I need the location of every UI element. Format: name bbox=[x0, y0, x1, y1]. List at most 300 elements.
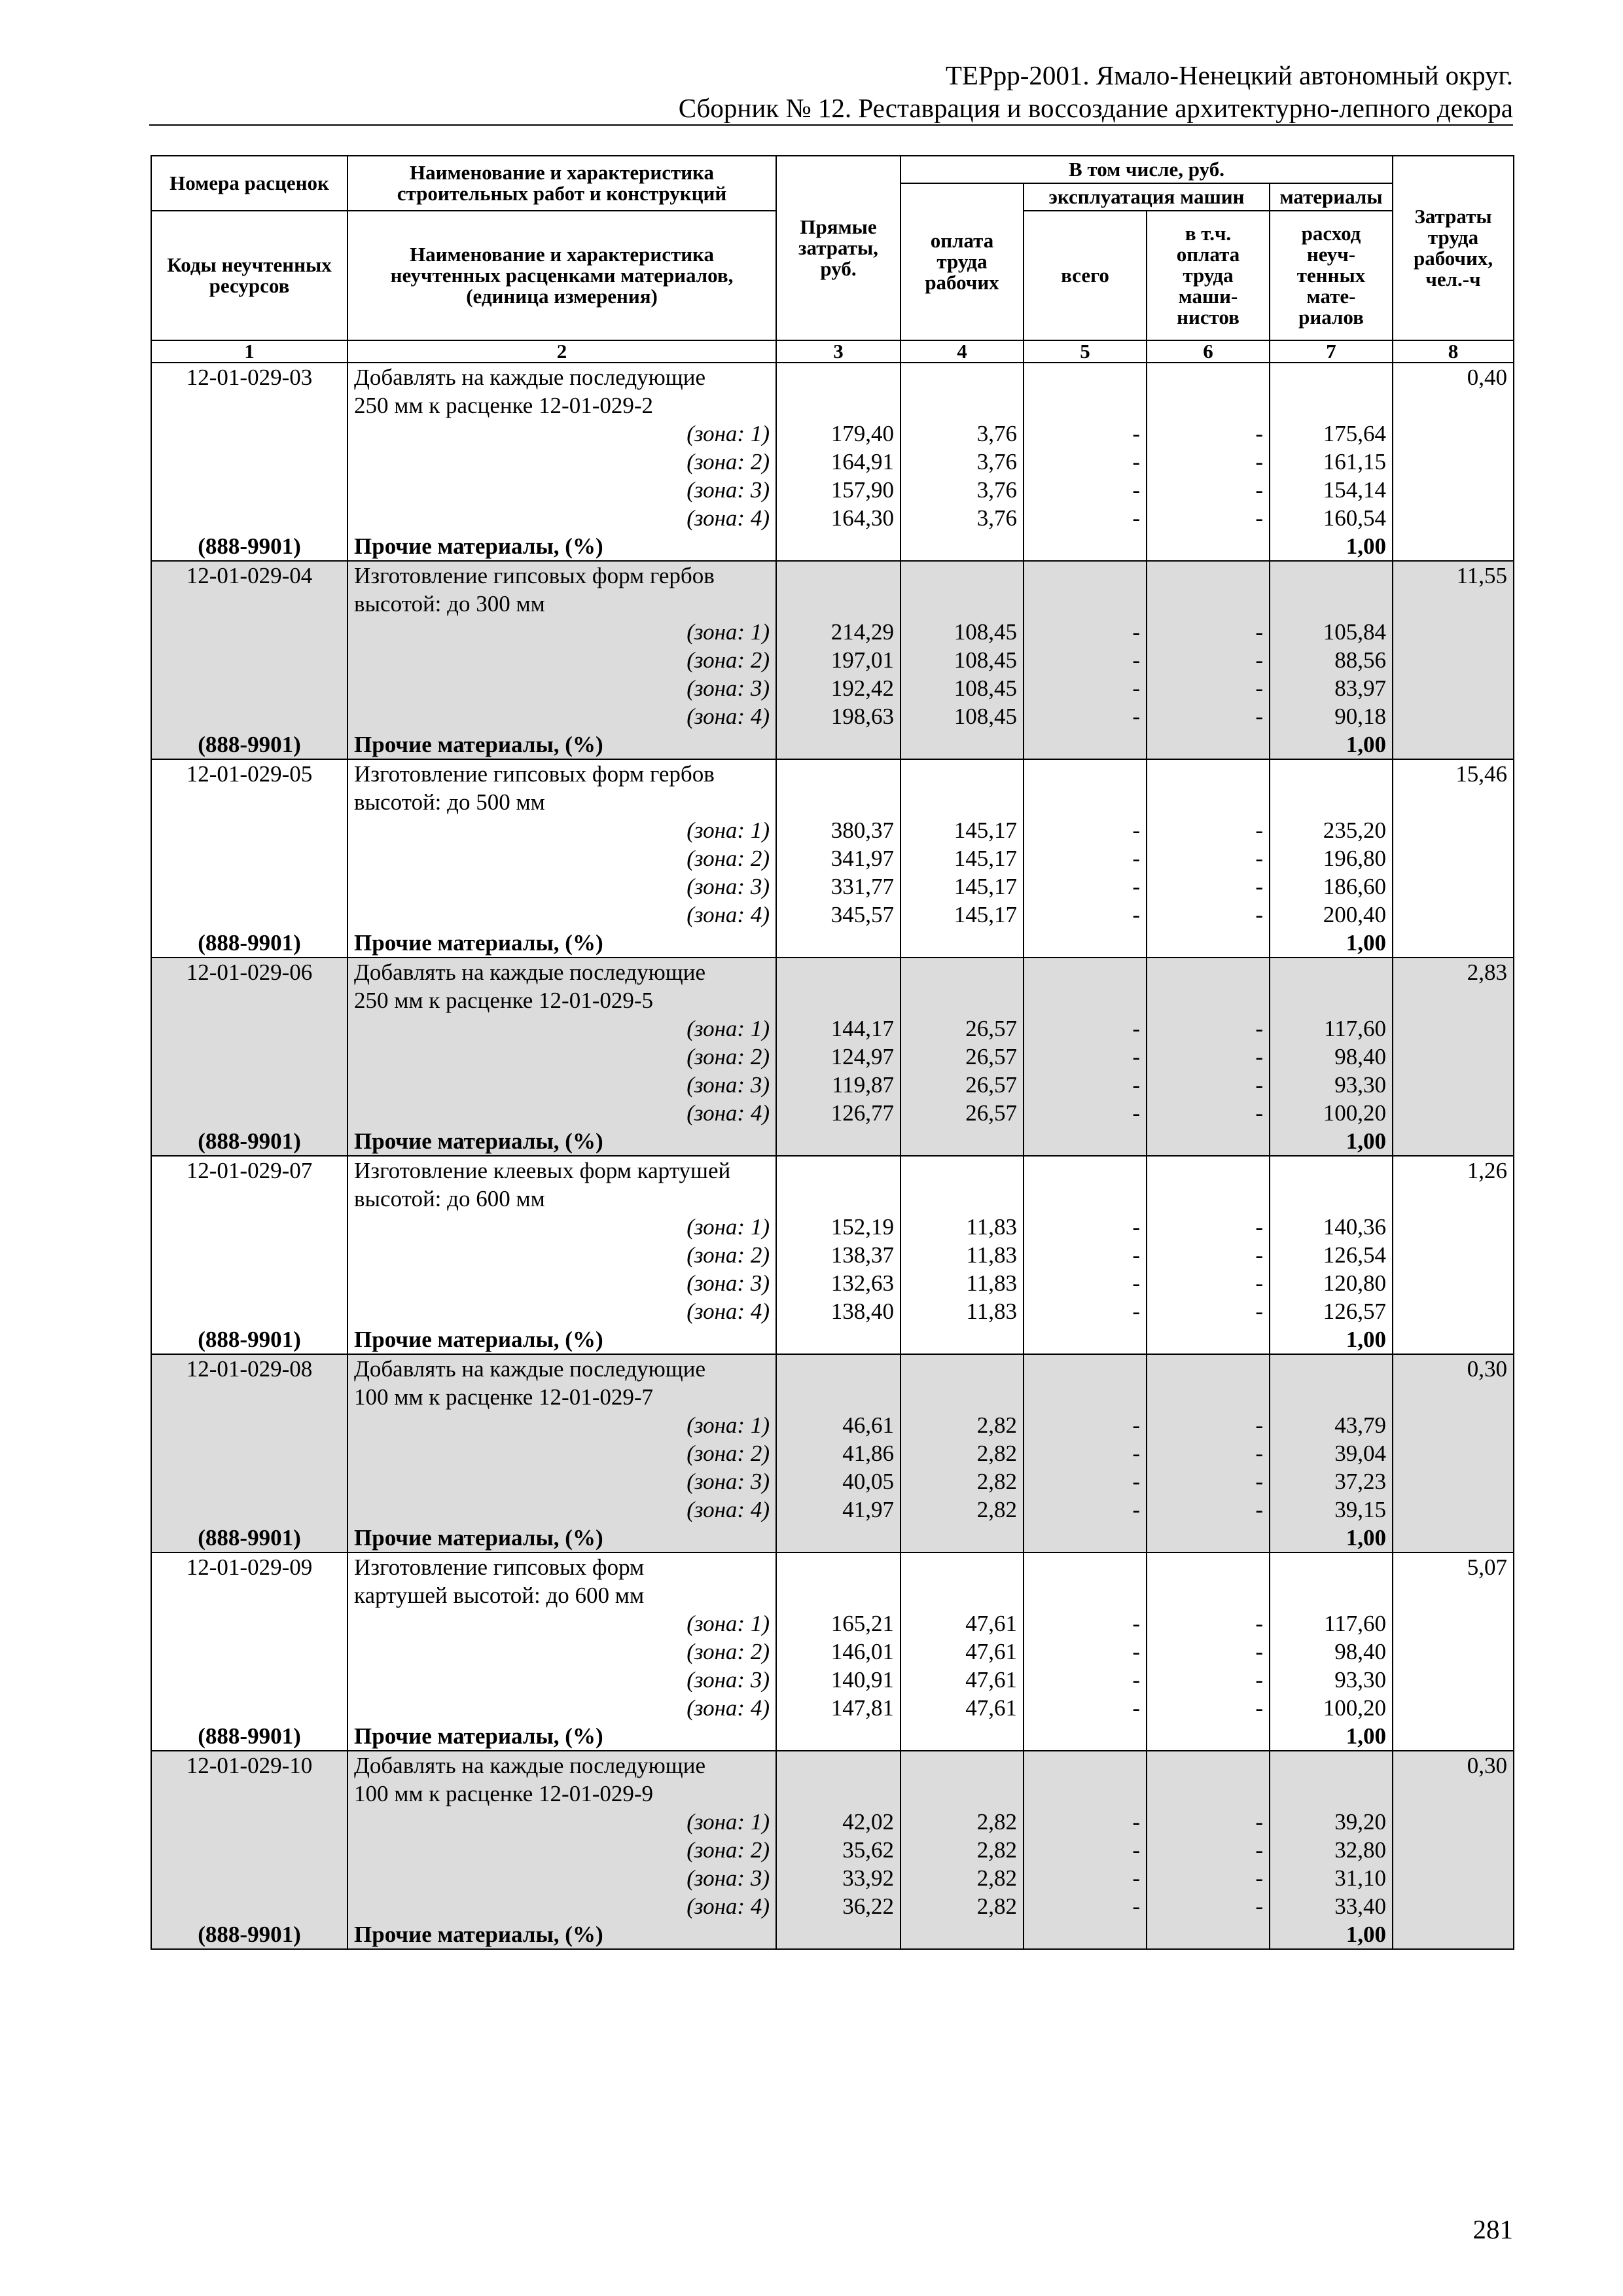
empty-cell bbox=[1024, 958, 1147, 986]
direct-cost: 214,29 bbox=[776, 618, 901, 646]
machine-total: - bbox=[1024, 618, 1147, 646]
machinist-pay: - bbox=[1147, 1241, 1270, 1269]
zone-label: (зона: 3) bbox=[348, 1269, 776, 1297]
empty-cell bbox=[1393, 420, 1514, 448]
table-body bbox=[151, 363, 1514, 1949]
zone-row bbox=[151, 476, 1514, 504]
empty-cell bbox=[901, 391, 1024, 420]
empty-cell bbox=[1147, 759, 1270, 788]
machinist-pay: - bbox=[1147, 1043, 1270, 1071]
header-works-name: Наименование и характеристика строительных работ и конструкций bbox=[348, 156, 776, 211]
direct-cost: 179,40 bbox=[776, 420, 901, 448]
worker-pay: 3,76 bbox=[901, 504, 1024, 532]
empty-cell bbox=[151, 1581, 348, 1609]
direct-cost: 164,30 bbox=[776, 504, 901, 532]
resource-value: 1,00 bbox=[1270, 1920, 1393, 1949]
empty-cell bbox=[1024, 1383, 1147, 1411]
materials-cost: 98,40 bbox=[1270, 1043, 1393, 1071]
empty-cell bbox=[1147, 363, 1270, 391]
empty-cell bbox=[1393, 391, 1514, 420]
empty-cell bbox=[151, 1496, 348, 1524]
machine-total: - bbox=[1024, 901, 1147, 929]
empty-cell bbox=[1393, 448, 1514, 476]
resource-row bbox=[151, 730, 1514, 759]
resource-name: Прочие материалы, (%) bbox=[348, 1524, 776, 1552]
empty-cell bbox=[776, 590, 901, 618]
materials-cost: 161,15 bbox=[1270, 448, 1393, 476]
labor-cost: 15,46 bbox=[1393, 759, 1514, 788]
table-header bbox=[151, 156, 1514, 363]
column-numbers-row bbox=[151, 340, 1514, 363]
machine-total: - bbox=[1024, 1213, 1147, 1241]
direct-cost: 147,81 bbox=[776, 1694, 901, 1722]
resource-row bbox=[151, 1920, 1514, 1949]
empty-cell bbox=[1147, 590, 1270, 618]
rate-row bbox=[151, 759, 1514, 788]
zone-label: (зона: 3) bbox=[348, 476, 776, 504]
empty-cell bbox=[1393, 1920, 1514, 1949]
zone-label: (зона: 2) bbox=[348, 448, 776, 476]
empty-cell bbox=[1393, 590, 1514, 618]
empty-cell bbox=[776, 730, 901, 759]
empty-cell bbox=[901, 986, 1024, 1014]
resource-name: Прочие материалы, (%) bbox=[348, 929, 776, 958]
machine-total: - bbox=[1024, 1808, 1147, 1836]
zone-label: (зона: 4) bbox=[348, 1496, 776, 1524]
worker-pay: 108,45 bbox=[901, 618, 1024, 646]
empty-cell bbox=[1393, 504, 1514, 532]
direct-cost: 152,19 bbox=[776, 1213, 901, 1241]
zone-row bbox=[151, 1297, 1514, 1325]
empty-cell bbox=[1024, 759, 1147, 788]
empty-cell bbox=[1147, 1354, 1270, 1383]
header-machine-total: всего bbox=[1024, 211, 1147, 340]
empty-cell bbox=[151, 1467, 348, 1496]
empty-cell bbox=[1393, 844, 1514, 872]
rate-name-line: высотой: до 500 мм bbox=[348, 788, 776, 816]
empty-cell bbox=[151, 420, 348, 448]
resource-name: Прочие материалы, (%) bbox=[348, 1325, 776, 1354]
page-header bbox=[149, 59, 1513, 124]
machinist-pay: - bbox=[1147, 1099, 1270, 1127]
direct-cost: 341,97 bbox=[776, 844, 901, 872]
empty-cell bbox=[1393, 1581, 1514, 1609]
empty-cell bbox=[901, 1127, 1024, 1156]
machinist-pay: - bbox=[1147, 844, 1270, 872]
machine-total: - bbox=[1024, 646, 1147, 674]
empty-cell bbox=[776, 1751, 901, 1780]
empty-cell bbox=[1024, 1325, 1147, 1354]
machine-total: - bbox=[1024, 844, 1147, 872]
zone-row bbox=[151, 1609, 1514, 1638]
rate-row bbox=[151, 363, 1514, 391]
empty-cell bbox=[1393, 901, 1514, 929]
empty-cell bbox=[151, 646, 348, 674]
resource-value: 1,00 bbox=[1270, 1325, 1393, 1354]
empty-cell bbox=[776, 929, 901, 958]
rate-name-row bbox=[151, 1185, 1514, 1213]
empty-cell bbox=[776, 1780, 901, 1808]
worker-pay: 2,82 bbox=[901, 1467, 1024, 1496]
empty-cell bbox=[151, 986, 348, 1014]
empty-cell bbox=[901, 1354, 1024, 1383]
empty-cell bbox=[151, 872, 348, 901]
empty-cell bbox=[1270, 391, 1393, 420]
machinist-pay: - bbox=[1147, 816, 1270, 844]
rate-name-line: Добавлять на каждые последующие bbox=[348, 1751, 776, 1780]
empty-cell bbox=[1147, 730, 1270, 759]
empty-cell bbox=[1147, 1552, 1270, 1581]
materials-cost: 117,60 bbox=[1270, 1014, 1393, 1043]
zone-label: (зона: 2) bbox=[348, 1836, 776, 1864]
rate-name-line: Добавлять на каждые последующие bbox=[348, 958, 776, 986]
worker-pay: 108,45 bbox=[901, 646, 1024, 674]
zone-label: (зона: 4) bbox=[348, 1694, 776, 1722]
materials-cost: 126,57 bbox=[1270, 1297, 1393, 1325]
empty-cell bbox=[1270, 1156, 1393, 1185]
zone-label: (зона: 3) bbox=[348, 872, 776, 901]
empty-cell bbox=[1393, 1524, 1514, 1552]
resource-value: 1,00 bbox=[1270, 532, 1393, 561]
materials-cost: 37,23 bbox=[1270, 1467, 1393, 1496]
direct-cost: 124,97 bbox=[776, 1043, 901, 1071]
materials-cost: 200,40 bbox=[1270, 901, 1393, 929]
empty-cell bbox=[151, 1241, 348, 1269]
worker-pay: 11,83 bbox=[901, 1241, 1024, 1269]
zone-label: (зона: 2) bbox=[348, 844, 776, 872]
rate-name-line: Изготовление клеевых форм картушей bbox=[348, 1156, 776, 1185]
rate-name-line: высотой: до 600 мм bbox=[348, 1185, 776, 1213]
direct-cost: 35,62 bbox=[776, 1836, 901, 1864]
empty-cell bbox=[1393, 1269, 1514, 1297]
empty-cell bbox=[1147, 1524, 1270, 1552]
empty-cell bbox=[901, 759, 1024, 788]
zone-label: (зона: 3) bbox=[348, 1467, 776, 1496]
empty-cell bbox=[901, 1185, 1024, 1213]
worker-pay: 47,61 bbox=[901, 1638, 1024, 1666]
empty-cell bbox=[776, 532, 901, 561]
rate-name-line: картушей высотой: до 600 мм bbox=[348, 1581, 776, 1609]
empty-cell bbox=[1393, 1071, 1514, 1099]
empty-cell bbox=[1393, 1297, 1514, 1325]
zone-row bbox=[151, 1467, 1514, 1496]
direct-cost: 380,37 bbox=[776, 816, 901, 844]
zone-label: (зона: 1) bbox=[348, 1213, 776, 1241]
empty-cell bbox=[1393, 730, 1514, 759]
zone-label: (зона: 3) bbox=[348, 1071, 776, 1099]
machine-total: - bbox=[1024, 1496, 1147, 1524]
empty-cell bbox=[776, 1383, 901, 1411]
materials-cost: 105,84 bbox=[1270, 618, 1393, 646]
empty-cell bbox=[1024, 1780, 1147, 1808]
empty-cell bbox=[776, 1185, 901, 1213]
empty-cell bbox=[776, 1581, 901, 1609]
empty-cell bbox=[1393, 532, 1514, 561]
header-rates-numbers: Номера расценок bbox=[151, 156, 348, 211]
worker-pay: 3,76 bbox=[901, 420, 1024, 448]
empty-cell bbox=[901, 958, 1024, 986]
machinist-pay: - bbox=[1147, 1666, 1270, 1694]
materials-cost: 93,30 bbox=[1270, 1666, 1393, 1694]
direct-cost: 132,63 bbox=[776, 1269, 901, 1297]
header-materials-name: Наименование и характеристика неучтенных расценками материалов, (единица измерения) bbox=[348, 211, 776, 340]
resource-name: Прочие материалы, (%) bbox=[348, 1127, 776, 1156]
header-machine-operation: эксплуатация машин bbox=[1024, 183, 1270, 211]
empty-cell bbox=[776, 1354, 901, 1383]
empty-cell bbox=[1147, 958, 1270, 986]
empty-cell bbox=[1393, 872, 1514, 901]
direct-cost: 198,63 bbox=[776, 702, 901, 730]
zone-label: (зона: 2) bbox=[348, 1439, 776, 1467]
worker-pay: 3,76 bbox=[901, 448, 1024, 476]
rate-name-line: 100 мм к расценке 12-01-029-7 bbox=[348, 1383, 776, 1411]
rate-code: 12-01-029-03 bbox=[151, 363, 348, 391]
empty-cell bbox=[1024, 1920, 1147, 1949]
worker-pay: 11,83 bbox=[901, 1269, 1024, 1297]
empty-cell bbox=[776, 788, 901, 816]
empty-cell bbox=[776, 1325, 901, 1354]
direct-cost: 164,91 bbox=[776, 448, 901, 476]
machinist-pay: - bbox=[1147, 1411, 1270, 1439]
rate-name-row bbox=[151, 391, 1514, 420]
empty-cell bbox=[1024, 1127, 1147, 1156]
labor-cost: 2,83 bbox=[1393, 958, 1514, 986]
empty-cell bbox=[901, 1780, 1024, 1808]
direct-cost: 42,02 bbox=[776, 1808, 901, 1836]
zone-row bbox=[151, 618, 1514, 646]
empty-cell bbox=[776, 391, 901, 420]
empty-cell bbox=[1393, 1780, 1514, 1808]
zone-label: (зона: 2) bbox=[348, 1043, 776, 1071]
machine-total: - bbox=[1024, 1638, 1147, 1666]
zone-label: (зона: 4) bbox=[348, 504, 776, 532]
zone-label: (зона: 1) bbox=[348, 1808, 776, 1836]
rate-code: 12-01-029-10 bbox=[151, 1751, 348, 1780]
empty-cell bbox=[1393, 702, 1514, 730]
empty-cell bbox=[1024, 929, 1147, 958]
empty-cell bbox=[151, 618, 348, 646]
empty-cell bbox=[1147, 1751, 1270, 1780]
materials-cost: 154,14 bbox=[1270, 476, 1393, 504]
empty-cell bbox=[1393, 1383, 1514, 1411]
empty-cell bbox=[151, 1297, 348, 1325]
empty-cell bbox=[1270, 788, 1393, 816]
empty-cell bbox=[1270, 1552, 1393, 1581]
header-including: В том числе, руб. bbox=[901, 156, 1393, 183]
rate-name-line: Добавлять на каждые последующие bbox=[348, 363, 776, 391]
direct-cost: 157,90 bbox=[776, 476, 901, 504]
empty-cell bbox=[901, 1751, 1024, 1780]
empty-cell bbox=[151, 1638, 348, 1666]
empty-cell bbox=[776, 363, 901, 391]
materials-cost: 39,04 bbox=[1270, 1439, 1393, 1467]
resource-name: Прочие материалы, (%) bbox=[348, 1920, 776, 1949]
resource-value: 1,00 bbox=[1270, 1127, 1393, 1156]
empty-cell bbox=[1393, 1864, 1514, 1892]
column-number: 5 bbox=[1024, 340, 1147, 363]
machinist-pay: - bbox=[1147, 1638, 1270, 1666]
empty-cell bbox=[1147, 986, 1270, 1014]
header-machinist-pay: в т.ч. оплата труда маши- нистов bbox=[1147, 211, 1270, 340]
resource-code: (888-9901) bbox=[151, 1325, 348, 1354]
empty-cell bbox=[1270, 1185, 1393, 1213]
empty-cell bbox=[1270, 1581, 1393, 1609]
header-resource-codes: Коды неучтенных ресурсов bbox=[151, 211, 348, 340]
resource-name: Прочие материалы, (%) bbox=[348, 1722, 776, 1751]
column-number: 1 bbox=[151, 340, 348, 363]
rate-name-row bbox=[151, 1581, 1514, 1609]
zone-row bbox=[151, 1666, 1514, 1694]
empty-cell bbox=[901, 590, 1024, 618]
labor-cost: 11,55 bbox=[1393, 561, 1514, 590]
rates-table bbox=[151, 155, 1514, 1950]
zone-label: (зона: 3) bbox=[348, 1666, 776, 1694]
resource-value: 1,00 bbox=[1270, 730, 1393, 759]
machinist-pay: - bbox=[1147, 1467, 1270, 1496]
worker-pay: 26,57 bbox=[901, 1014, 1024, 1043]
worker-pay: 2,82 bbox=[901, 1808, 1024, 1836]
rate-row bbox=[151, 561, 1514, 590]
zone-row bbox=[151, 1439, 1514, 1467]
empty-cell bbox=[1393, 1014, 1514, 1043]
empty-cell bbox=[776, 1524, 901, 1552]
column-number: 4 bbox=[901, 340, 1024, 363]
rate-code: 12-01-029-04 bbox=[151, 561, 348, 590]
empty-cell bbox=[1024, 590, 1147, 618]
materials-cost: 196,80 bbox=[1270, 844, 1393, 872]
worker-pay: 26,57 bbox=[901, 1099, 1024, 1127]
zone-row bbox=[151, 1638, 1514, 1666]
zone-row bbox=[151, 1864, 1514, 1892]
empty-cell bbox=[1393, 1496, 1514, 1524]
machine-total: - bbox=[1024, 1439, 1147, 1467]
materials-cost: 186,60 bbox=[1270, 872, 1393, 901]
column-number: 2 bbox=[348, 340, 776, 363]
empty-cell bbox=[901, 1920, 1024, 1949]
empty-cell bbox=[1024, 363, 1147, 391]
rate-name-row bbox=[151, 788, 1514, 816]
zone-label: (зона: 1) bbox=[348, 1014, 776, 1043]
empty-cell bbox=[151, 504, 348, 532]
empty-cell bbox=[1147, 1185, 1270, 1213]
zone-row bbox=[151, 1043, 1514, 1071]
worker-pay: 3,76 bbox=[901, 476, 1024, 504]
materials-cost: 93,30 bbox=[1270, 1071, 1393, 1099]
resource-code: (888-9901) bbox=[151, 532, 348, 561]
empty-cell bbox=[1024, 1581, 1147, 1609]
machine-total: - bbox=[1024, 674, 1147, 702]
empty-cell bbox=[1024, 1156, 1147, 1185]
empty-cell bbox=[776, 1552, 901, 1581]
empty-cell bbox=[1393, 1043, 1514, 1071]
machine-total: - bbox=[1024, 1241, 1147, 1269]
empty-cell bbox=[1393, 1325, 1514, 1354]
direct-cost: 197,01 bbox=[776, 646, 901, 674]
empty-cell bbox=[1147, 929, 1270, 958]
rate-code: 12-01-029-05 bbox=[151, 759, 348, 788]
empty-cell bbox=[151, 1014, 348, 1043]
machinist-pay: - bbox=[1147, 1496, 1270, 1524]
empty-cell bbox=[901, 1325, 1024, 1354]
worker-pay: 26,57 bbox=[901, 1043, 1024, 1071]
zone-row bbox=[151, 1014, 1514, 1043]
page-number: 281 bbox=[1472, 2214, 1513, 2244]
machinist-pay: - bbox=[1147, 1808, 1270, 1836]
empty-cell bbox=[1393, 1241, 1514, 1269]
empty-cell bbox=[1147, 1920, 1270, 1949]
empty-cell bbox=[1024, 1552, 1147, 1581]
empty-cell bbox=[151, 1043, 348, 1071]
machine-total: - bbox=[1024, 504, 1147, 532]
worker-pay: 26,57 bbox=[901, 1071, 1024, 1099]
resource-value: 1,00 bbox=[1270, 929, 1393, 958]
resource-row bbox=[151, 1325, 1514, 1354]
zone-row bbox=[151, 816, 1514, 844]
machine-total: - bbox=[1024, 872, 1147, 901]
machine-total: - bbox=[1024, 816, 1147, 844]
empty-cell bbox=[1024, 730, 1147, 759]
zone-label: (зона: 2) bbox=[348, 646, 776, 674]
zone-row bbox=[151, 844, 1514, 872]
header-rule bbox=[149, 124, 1513, 126]
worker-pay: 2,82 bbox=[901, 1892, 1024, 1920]
machine-total: - bbox=[1024, 1014, 1147, 1043]
rate-name-line: 250 мм к расценке 12-01-029-2 bbox=[348, 391, 776, 420]
header-materials: материалы bbox=[1270, 183, 1393, 211]
rate-code: 12-01-029-08 bbox=[151, 1354, 348, 1383]
rate-name-row bbox=[151, 1383, 1514, 1411]
materials-cost: 43,79 bbox=[1270, 1411, 1393, 1439]
empty-cell bbox=[151, 1864, 348, 1892]
machine-total: - bbox=[1024, 702, 1147, 730]
worker-pay: 47,61 bbox=[901, 1694, 1024, 1722]
resource-name: Прочие материалы, (%) bbox=[348, 730, 776, 759]
empty-cell bbox=[901, 1524, 1024, 1552]
empty-cell bbox=[1270, 590, 1393, 618]
materials-cost: 126,54 bbox=[1270, 1241, 1393, 1269]
zone-row bbox=[151, 901, 1514, 929]
labor-cost: 0,40 bbox=[1393, 363, 1514, 391]
empty-cell bbox=[151, 1780, 348, 1808]
machinist-pay: - bbox=[1147, 420, 1270, 448]
rate-name-row bbox=[151, 986, 1514, 1014]
rate-name-line: Изготовление гипсовых форм bbox=[348, 1552, 776, 1581]
empty-cell bbox=[1147, 532, 1270, 561]
empty-cell bbox=[1024, 1524, 1147, 1552]
column-number: 6 bbox=[1147, 340, 1270, 363]
resource-value: 1,00 bbox=[1270, 1524, 1393, 1552]
empty-cell bbox=[1393, 1722, 1514, 1751]
machinist-pay: - bbox=[1147, 1297, 1270, 1325]
empty-cell bbox=[776, 1156, 901, 1185]
zone-label: (зона: 1) bbox=[348, 618, 776, 646]
rate-row bbox=[151, 1552, 1514, 1581]
zone-row bbox=[151, 1099, 1514, 1127]
zone-row bbox=[151, 646, 1514, 674]
rate-name-row bbox=[151, 590, 1514, 618]
empty-cell bbox=[1393, 1213, 1514, 1241]
worker-pay: 145,17 bbox=[901, 816, 1024, 844]
empty-cell bbox=[1024, 561, 1147, 590]
machine-total: - bbox=[1024, 1071, 1147, 1099]
resource-value: 1,00 bbox=[1270, 1722, 1393, 1751]
rate-row bbox=[151, 1354, 1514, 1383]
zone-row bbox=[151, 1808, 1514, 1836]
machinist-pay: - bbox=[1147, 1269, 1270, 1297]
empty-cell bbox=[1393, 788, 1514, 816]
empty-cell bbox=[151, 1694, 348, 1722]
empty-cell bbox=[1393, 1467, 1514, 1496]
